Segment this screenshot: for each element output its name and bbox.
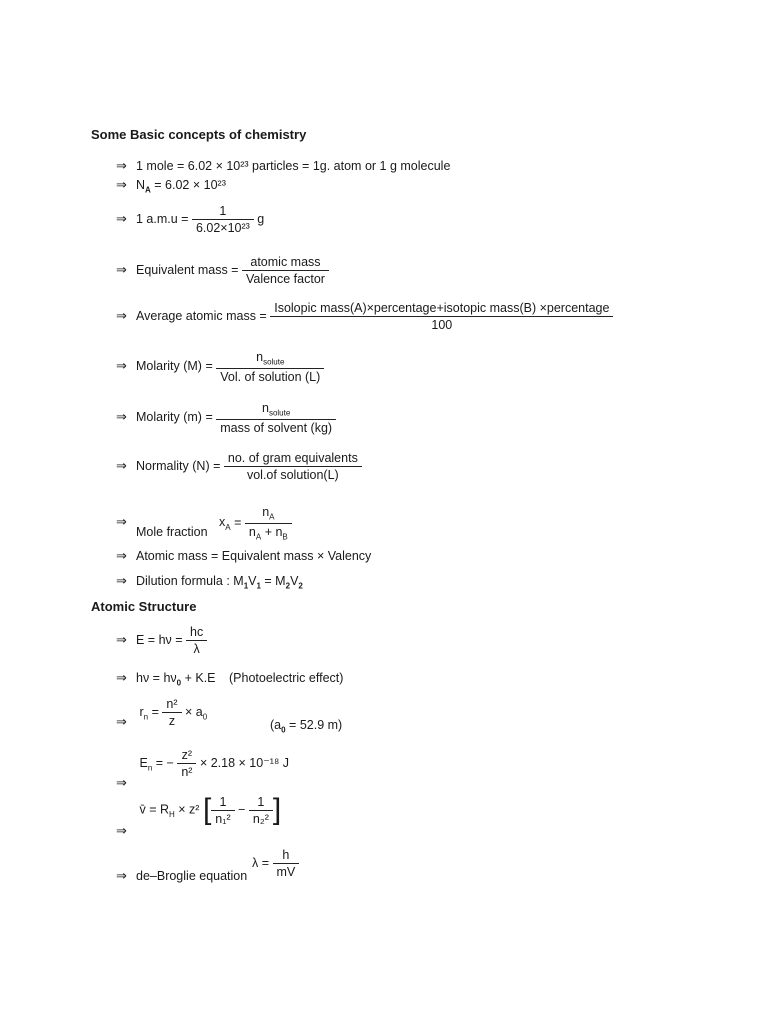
orbit-energy-formula: ⇒ $E_n$ = − $\frac{\text{z²}}{\text{n²}}$ × 2.18 × 10⁻¹⁸ J: [116, 748, 289, 791]
orbit-energy-fraction: $\frac{\text{z²}}{\text{n²}}$: [177, 748, 196, 779]
implies-arrow-icon: ⇒: [116, 308, 127, 324]
bohr-radius-note: ($a_0 = 52.9$ m): [270, 718, 343, 735]
molality-formula: ⇒ Molarity (m) = $\frac{n_{solute}}{\text{mass of solvent (kg)}}$: [116, 401, 336, 435]
wave-number-formula: ⇒ v̄ = $R_H \times z^2$ [ $\frac{1}{\text{n₁²}}$ − $\frac{1}{\text{n₂²}}$ ]: [116, 793, 282, 840]
implies-arrow-icon: ⇒: [116, 574, 127, 589]
implies-arrow-icon: ⇒: [116, 632, 127, 648]
wave-n1-fraction: $\frac{1}{\text{n₁²}}$: [211, 795, 234, 826]
amu-formula: ⇒ 1 a.m.u = $\frac{1}{\text{6.02×10²³}}$ g: [116, 204, 265, 235]
normality-fraction: $\frac{\text{no. of gram equivalents}}{\text{vol.of solution(L)}}$: [224, 451, 362, 482]
implies-arrow-icon: ⇒: [116, 159, 127, 174]
implies-arrow-icon: ⇒: [116, 410, 127, 426]
implies-arrow-icon: ⇒: [116, 824, 127, 840]
dilution-formula: ⇒ Dilution formula : $M_1V_1 = M_2V_2$: [116, 574, 303, 591]
implies-arrow-icon: ⇒: [116, 515, 127, 531]
implies-arrow-icon: ⇒: [116, 549, 127, 564]
implies-arrow-icon: ⇒: [116, 458, 127, 474]
mole-fraction-fraction: $\frac{n_A}{n_A + n_B}$: [245, 505, 292, 541]
photoelectric-formula: ⇒ $h\nu = h\nu_0 + K.E$ (Photoelectric effect): [116, 671, 344, 688]
average-atomic-mass-fraction: $\frac{\text{Isolopic mass(A)×percentage+isotopic mass(B) ×percentage}}{100}$: [270, 301, 613, 332]
atomic-mass-relation: ⇒ Atomic mass = Equivalent mass × Valency: [116, 549, 372, 564]
mole-text: 1 mole = 6.02 × 10²³ particles = 1g. atom or 1 g molecule: [136, 159, 451, 173]
right-bracket: ]: [272, 793, 282, 826]
avogadro-number: ⇒ $N_A = 6.02 \times 10^{23}$: [116, 178, 226, 195]
implies-arrow-icon: ⇒: [116, 359, 127, 375]
section-title-atomic-structure: Atomic Structure: [91, 599, 197, 614]
implies-arrow-icon: ⇒: [116, 178, 127, 193]
amu-fraction: $\frac{1}{\text{6.02×10²³}}$: [192, 204, 254, 235]
molality-fraction: $\frac{n_{solute}}{\text{mass of solvent (kg)}}$: [216, 401, 336, 435]
mole-fraction-formula: ⇒Mole fraction $x_A$ = $\frac{n_A}{n_A + n_B}$: [116, 505, 292, 541]
bohr-radius-formula: ⇒ $r_n$ = $\frac{\text{n²}}{z}$ × $a_0$: [116, 697, 208, 730]
equivalent-mass-formula: ⇒ Equivalent mass = $\frac{\text{atomic mass}}{\text{Valence factor}}$: [116, 255, 329, 286]
implies-arrow-icon: ⇒: [116, 262, 127, 278]
mole-definition: [116, 159, 450, 174]
implies-arrow-icon: ⇒: [116, 211, 127, 227]
molarity-fraction: $\frac{n_{solute}}{\text{Vol. of solution (L)}}$: [216, 350, 324, 384]
wave-n2-fraction: $\frac{1}{\text{n₂²}}$: [249, 795, 273, 826]
left-bracket: [: [202, 793, 212, 826]
implies-arrow-icon: ⇒: [116, 714, 127, 730]
equivalent-mass-fraction: $\frac{\text{atomic mass}}{\text{Valence factor}}$: [242, 255, 329, 286]
implies-arrow-icon: ⇒: [116, 775, 127, 791]
de-broglie-expression: λ = $\frac{h}{mV}$: [252, 848, 299, 879]
de-broglie-fraction: $\frac{h}{mV}$: [273, 848, 300, 879]
molarity-formula: ⇒ Molarity (M) = $\frac{n_{solute}}{\text{Vol. of solution (L)}}$: [116, 350, 324, 384]
implies-arrow-icon: ⇒: [116, 671, 127, 686]
de-broglie-formula: ⇒ de–Broglie equation: [116, 869, 248, 884]
implies-arrow-icon: ⇒: [116, 869, 127, 884]
normality-formula: ⇒ Normality (N) = $\frac{\text{no. of gram equivalents}}{\text{vol.of solution(L)}}$: [116, 451, 362, 482]
photon-energy-formula: ⇒ E = hν = $\frac{hc}{\lambda}$: [116, 625, 207, 656]
section-title-basic-concepts: Some Basic concepts of chemistry: [91, 127, 307, 142]
photon-energy-fraction: $\frac{hc}{\lambda}$: [186, 625, 207, 656]
bohr-radius-fraction: $\frac{\text{n²}}{z}$: [162, 697, 181, 728]
average-atomic-mass-formula: ⇒ Average atomic mass = $\frac{\text{Isolopic mass(A)×percentage+isotopic mass(B) ×percentage}}{100}$: [116, 301, 613, 332]
